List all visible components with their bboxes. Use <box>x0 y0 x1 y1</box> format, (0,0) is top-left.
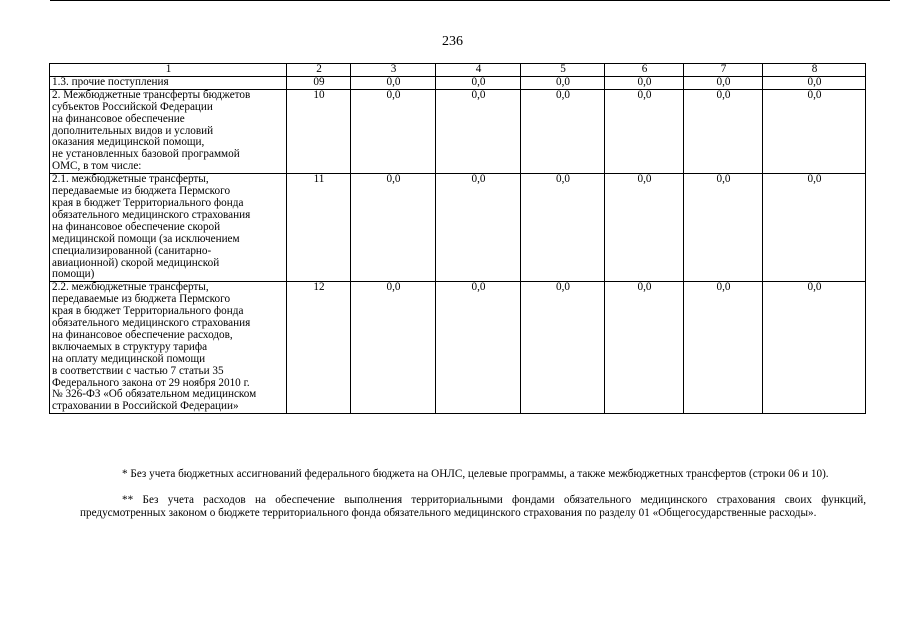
row-code: 10 <box>287 89 351 173</box>
column-header: 4 <box>436 64 521 77</box>
row-value: 0,0 <box>684 89 763 173</box>
row-value: 0,0 <box>351 76 436 89</box>
row-value: 0,0 <box>763 89 866 173</box>
row-value: 0,0 <box>436 282 521 414</box>
row-value: 0,0 <box>521 89 605 173</box>
row-value: 0,0 <box>605 76 684 89</box>
row-value: 0,0 <box>436 174 521 282</box>
row-value: 0,0 <box>351 282 436 414</box>
row-code: 09 <box>287 76 351 89</box>
table-row <box>50 174 866 282</box>
table-row <box>50 76 866 89</box>
table-row <box>50 282 866 414</box>
row-code: 12 <box>287 282 351 414</box>
column-header: 5 <box>521 64 605 77</box>
row-value: 0,0 <box>521 76 605 89</box>
row-value: 0,0 <box>351 89 436 173</box>
column-header: 7 <box>684 64 763 77</box>
row-value: 0,0 <box>684 174 763 282</box>
column-header: 1 <box>50 64 287 77</box>
row-label: 2.2. межбюджетные трансферты, передаваемые из бюджета Пермского края в бюджет Территориального фонда обязательного медицинского страхования на финансовое обеспечение расходов, включаемых в структуру тарифа на оплату медицинской помощи в соответствии с частью 7 статьи 35 Федерального закона от 29 ноября 2010 г. № 326-ФЗ «Об обязательном медицинском страховании в Российской Федерации» <box>50 282 287 414</box>
page-number: 236 <box>442 34 463 49</box>
row-value: 0,0 <box>605 89 684 173</box>
row-value: 0,0 <box>436 89 521 173</box>
row-value: 0,0 <box>521 282 605 414</box>
row-value: 0,0 <box>684 282 763 414</box>
row-value: 0,0 <box>684 76 763 89</box>
table-row <box>50 89 866 173</box>
column-header: 6 <box>605 64 684 77</box>
column-header: 2 <box>287 64 351 77</box>
footnote-2: ** Без учета расходов на обеспечение выполнения территориальными фондами обязательного медицинского страхования своих функций, предусмотренных законом о бюджете территориального фонда обязательного медицинского страхования по разделу 01 «Общегосударственные расходы». <box>80 494 866 519</box>
data-table <box>49 63 866 414</box>
row-value: 0,0 <box>763 76 866 89</box>
row-value: 0,0 <box>351 174 436 282</box>
row-code: 11 <box>287 174 351 282</box>
top-rule <box>50 0 890 1</box>
row-value: 0,0 <box>436 76 521 89</box>
row-label: 2.1. межбюджетные трансферты, передаваемые из бюджета Пермского края в бюджет Территориального фонда обязательного медицинского страхования на финансовое обеспечение скорой медицинской помощи (за исключением специализированной (санитарно- авиационной) скорой медицинской помощи) <box>50 174 287 282</box>
row-label: 1.3. прочие поступления <box>50 76 287 89</box>
column-header: 8 <box>763 64 866 77</box>
row-value: 0,0 <box>521 174 605 282</box>
row-value: 0,0 <box>763 174 866 282</box>
column-header: 3 <box>351 64 436 77</box>
row-label: 2. Межбюджетные трансферты бюджетов субъектов Российской Федерации на финансовое обеспечение дополнительных видов и условий оказания медицинской помощи, не установленных базовой программой ОМС, в том числе: <box>50 89 287 173</box>
row-value: 0,0 <box>763 282 866 414</box>
row-value: 0,0 <box>605 174 684 282</box>
footnote-1: * Без учета бюджетных ассигнований федерального бюджета на ОНЛС, целевые программы, а также межбюджетных трансфертов (строки 06 и 10). <box>122 468 829 480</box>
header-row <box>50 64 866 77</box>
row-value: 0,0 <box>605 282 684 414</box>
